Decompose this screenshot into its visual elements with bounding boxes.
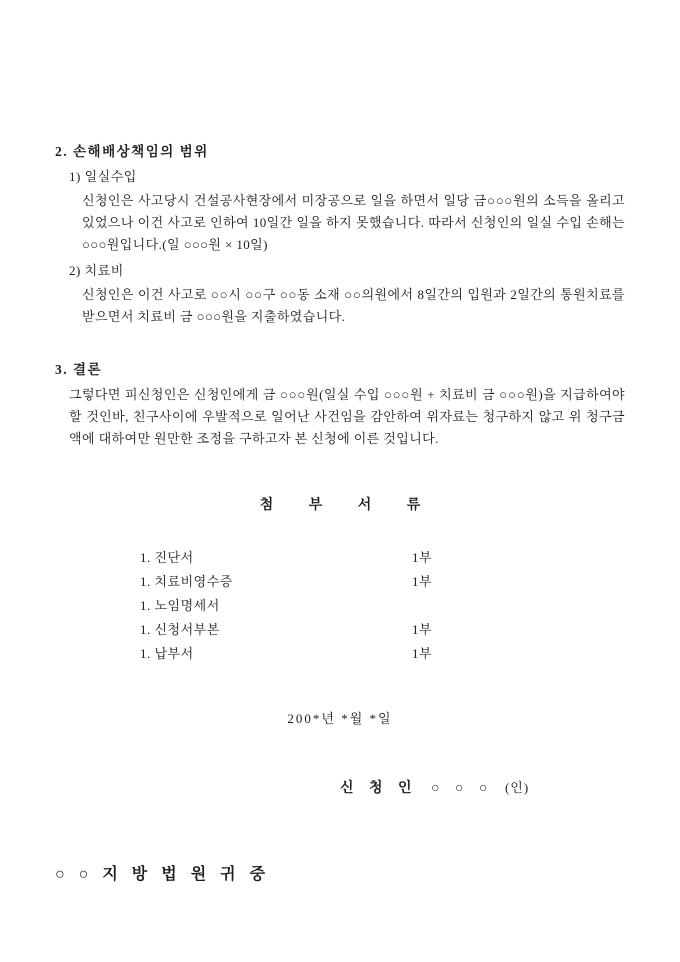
attachment-label: 1. 진단서 <box>140 550 194 565</box>
signature-line <box>55 777 625 797</box>
section-conclusion <box>55 360 625 450</box>
attachment-count: 1부 <box>412 622 433 637</box>
document-date: 200*년 *월 *일 <box>287 711 393 726</box>
seal-mark: (인) <box>504 780 530 795</box>
section-conclusion-body: 그렇다면 피신청인은 신청인에게 금 ○○○원(일실 수입 ○○○원 + 치료비 금 ○○○원)을 지급하여야 할 것인바, 친구사이에 우발적으로 일어난 사건임을 감안하여 위자료는 청구하지 않고 위 청구금액에 대하여만 원만한 조정을 구하고자 본 신청에 이른 것입니다. <box>69 387 625 446</box>
attachment-item <box>140 570 442 594</box>
attachment-label: 1. 납부서 <box>140 646 194 661</box>
attachment-label: 1. 신청서부본 <box>140 622 220 637</box>
attachment-item <box>140 618 442 642</box>
court-address: ○ ○ 지 방 법 원 귀 중 <box>55 866 271 883</box>
subsection-lost-income-title: 1) 일실수입 <box>69 169 137 184</box>
section-liability <box>55 142 625 328</box>
attachment-count: 1부 <box>412 646 433 661</box>
attachment-item <box>140 642 442 666</box>
attachments-title: 첨 부 서 류 <box>259 498 437 513</box>
attachment-item <box>140 594 442 618</box>
attachments-list <box>140 546 442 666</box>
attachment-item <box>140 546 442 570</box>
attachment-count: 1부 <box>412 550 433 565</box>
applicant-name: ○ ○ ○ <box>431 781 494 796</box>
applicant-label: 신 청 인 <box>340 781 418 796</box>
attachment-label: 1. 노임명세서 <box>140 598 220 613</box>
subsection-lost-income-body: 신청인은 사고당시 건설공사현장에서 미장공으로 일을 하면서 일당 금○○○원의 소득을 올리고 있었으나 이건 사고로 인하여 10일간 일을 하지 못했습니다. 따라서 신청인의 일실 수입 손해는 ○○○원입니다.(일 ○○○원 × 10일) <box>82 193 625 252</box>
attachment-count <box>412 594 442 618</box>
subsection-medical-cost-title: 2) 치료비 <box>69 263 124 278</box>
subsection-medical-cost-body: 신청인은 이건 사고로 ○○시 ○○구 ○○동 소재 ○○의원에서 8일간의 입원과 2일간의 통원치료를 받으면서 치료비 금 ○○○원을 지출하였습니다. <box>82 287 625 324</box>
attachment-count: 1부 <box>412 574 433 589</box>
section-liability-heading: 2. 손해배상책임의 범위 <box>55 144 209 159</box>
attachment-label: 1. 치료비영수증 <box>140 574 233 589</box>
section-conclusion-heading: 3. 결론 <box>55 362 103 377</box>
